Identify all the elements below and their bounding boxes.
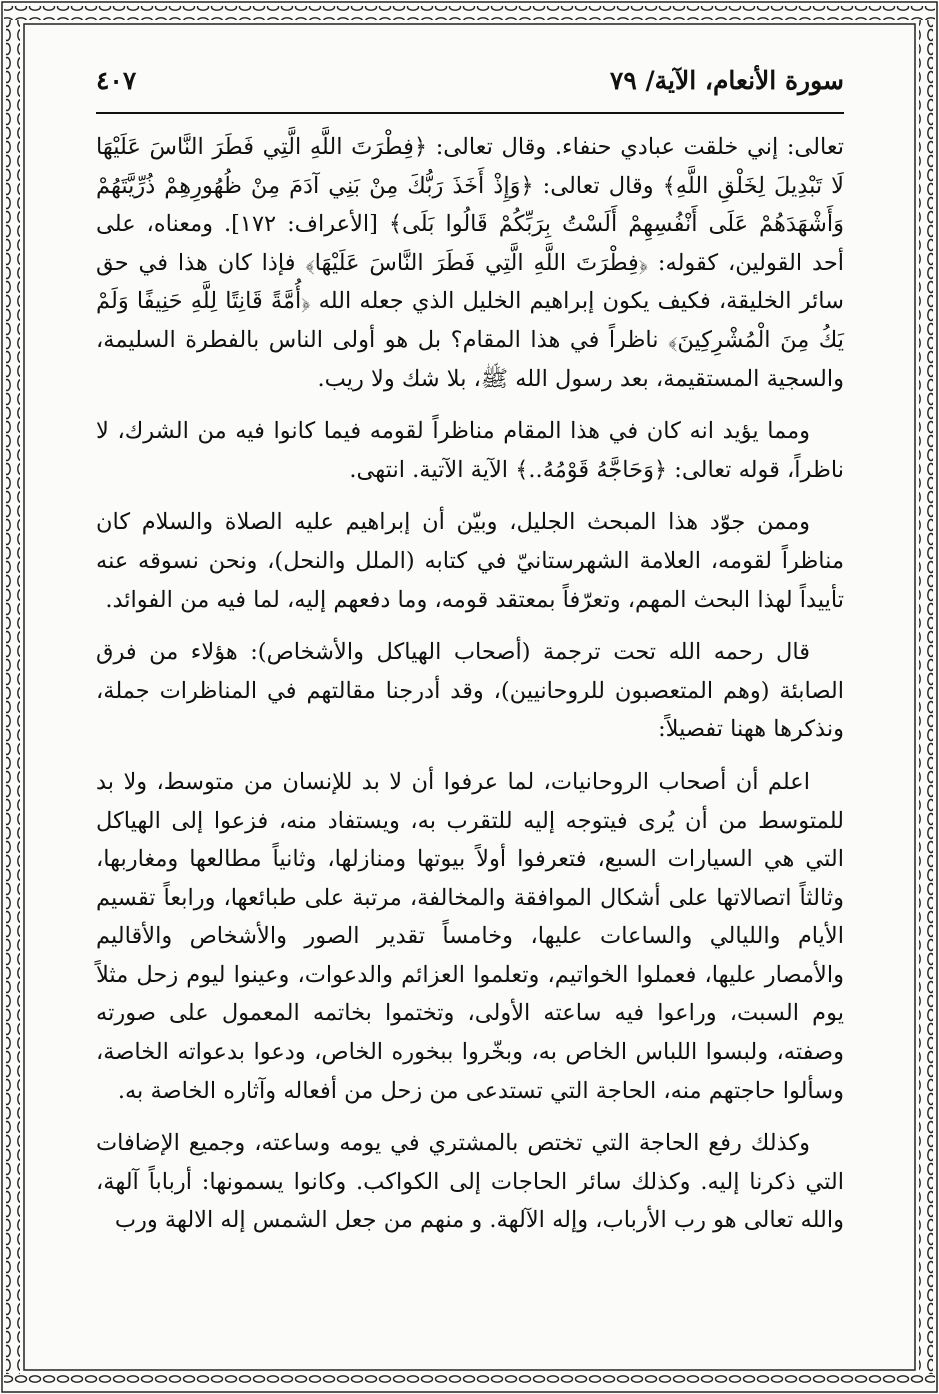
running-header: [96, 66, 844, 114]
paragraph-3: وممن جوّد هذا المبحث الجليل، وبيّن أن إبراهيم عليه الصلاة والسلام كان مناظراً لقومه، العلامة الشهرستانيّ في كتابه (الملل والنحل)، ونحن نسوقه عنه تأييداً لهذا البحث المهم، وتعرّفاً بمعتقد قومه، وما دفعهم إليه، لما فيه من الفوائد.: [96, 509, 844, 613]
page-content: [96, 66, 844, 1240]
paragraph-1: تعالى: إني خلقت عبادي حنفاء. وقال تعالى: ﴿فِطْرَتَ اللَّهِ الَّتِي فَطَرَ النَّاسَ عَلَيْهَا لَا تَبْدِيلَ لِخَلْقِ اللَّهِ﴾ وقال تعالى: ﴿وَإِذْ أَخَذَ رَبُّكَ مِنْ بَنِي آدَمَ مِنْ ظُهُورِهِمْ ذُرِّيَّتَهُمْ وَأَشْهَدَهُمْ عَلَى أَنْفُسِهِمْ أَلَسْتُ بِرَبِّكُمْ قَالُوا بَلَى﴾ [الأعراف: ١٧٢]. ومعناه، على أحد القولين، كقوله: ﴿فِطْرَتَ اللَّهِ الَّتِي فَطَرَ النَّاسَ عَلَيْهَا﴾ فإذا كان هذا في حق سائر الخليقة، فكيف يكون إبراهيم الخليل الذي جعله الله ﴿أُمَّةً قَانِتًا لِلَّهِ حَنِيفًا وَلَمْ يَكُ مِنَ الْمُشْرِكِينَ﴾ ناظراً في هذا المقام؟ بل هو أولى الناس بالفطرة السليمة، والسجية المستقيمة، بعد رسول الله ﷺ، بلا شك ولا ريب.: [96, 134, 844, 392]
paragraph-6: وكذلك رفع الحاجة التي تختص بالمشتري في يومه وساعته، وجميع الإضافات التي ذكرنا إليه. وكذلك سائر الحاجات إلى الكواكب. وكانوا يسمونها: أرباباً آلهة، والله تعالى هو رب الأرباب، وإله الآلهة. و منهم من جعل الشمس إله الالهة ورب: [96, 1130, 844, 1234]
paragraph-4: قال رحمه الله تحت ترجمة (أصحاب الهياكل والأشخاص): هؤلاء من فرق الصابئة (وهم المتعصبون للروحانيين)، وقد أدرجنا مقالتهم في المناظرات جملة، ونذكرها ههنا تفصيلاً:: [96, 639, 844, 743]
paragraph-5: اعلم أن أصحاب الروحانيات، لما عرفوا أن لا بد للإنسان من متوسط، ولا بد للمتوسط من أن يُرى فيتوجه إليه للتقرب به، ويستفاد منه، فزعوا إلى الهياكل التي هي السيارات السبع، فتعرفوا أولاً بيوتها ومنازلها، وثانياً مطالعها ومغاربها، وثالثاً اتصالاتها على أشكال الموافقة والمخالفة، مرتبة على طبائعها، ورابعاً تقسيم الأيام والليالي والساعات عليها، وخامساً تقدير الصور والأشخاص والأقاليم والأمصار عليها، فعملوا الخواتيم، وتعلموا العزائم والدعوات، وعينوا ليوم زحل مثلاً يوم السبت، وراعوا فيه ساعته الأولى، وتختموا بخاتمه المعمول على صورته وصفته، ولبسوا اللباس الخاص به، وبخّروا ببخوره الخاص، ودعوا بدعواته الخاصة، وسألوا حاجتهم منه، الحاجة التي تستدعى من زحل من أفعاله وآثاره الخاصة به.: [96, 768, 844, 1104]
paragraph-2: ومما يؤيد انه كان في هذا المقام مناظراً لقومه فيما كانوا فيه من الشرك، لا ناظراً، قوله تعالى: ﴿وَحَاجَّهُ قَوْمُهُ..﴾ الآية الآتية. انتهى.: [96, 418, 844, 483]
header-title: سورة الأنعام، الآية/ ٧٩: [609, 66, 844, 95]
page-number: ٤٠٧: [96, 66, 137, 95]
